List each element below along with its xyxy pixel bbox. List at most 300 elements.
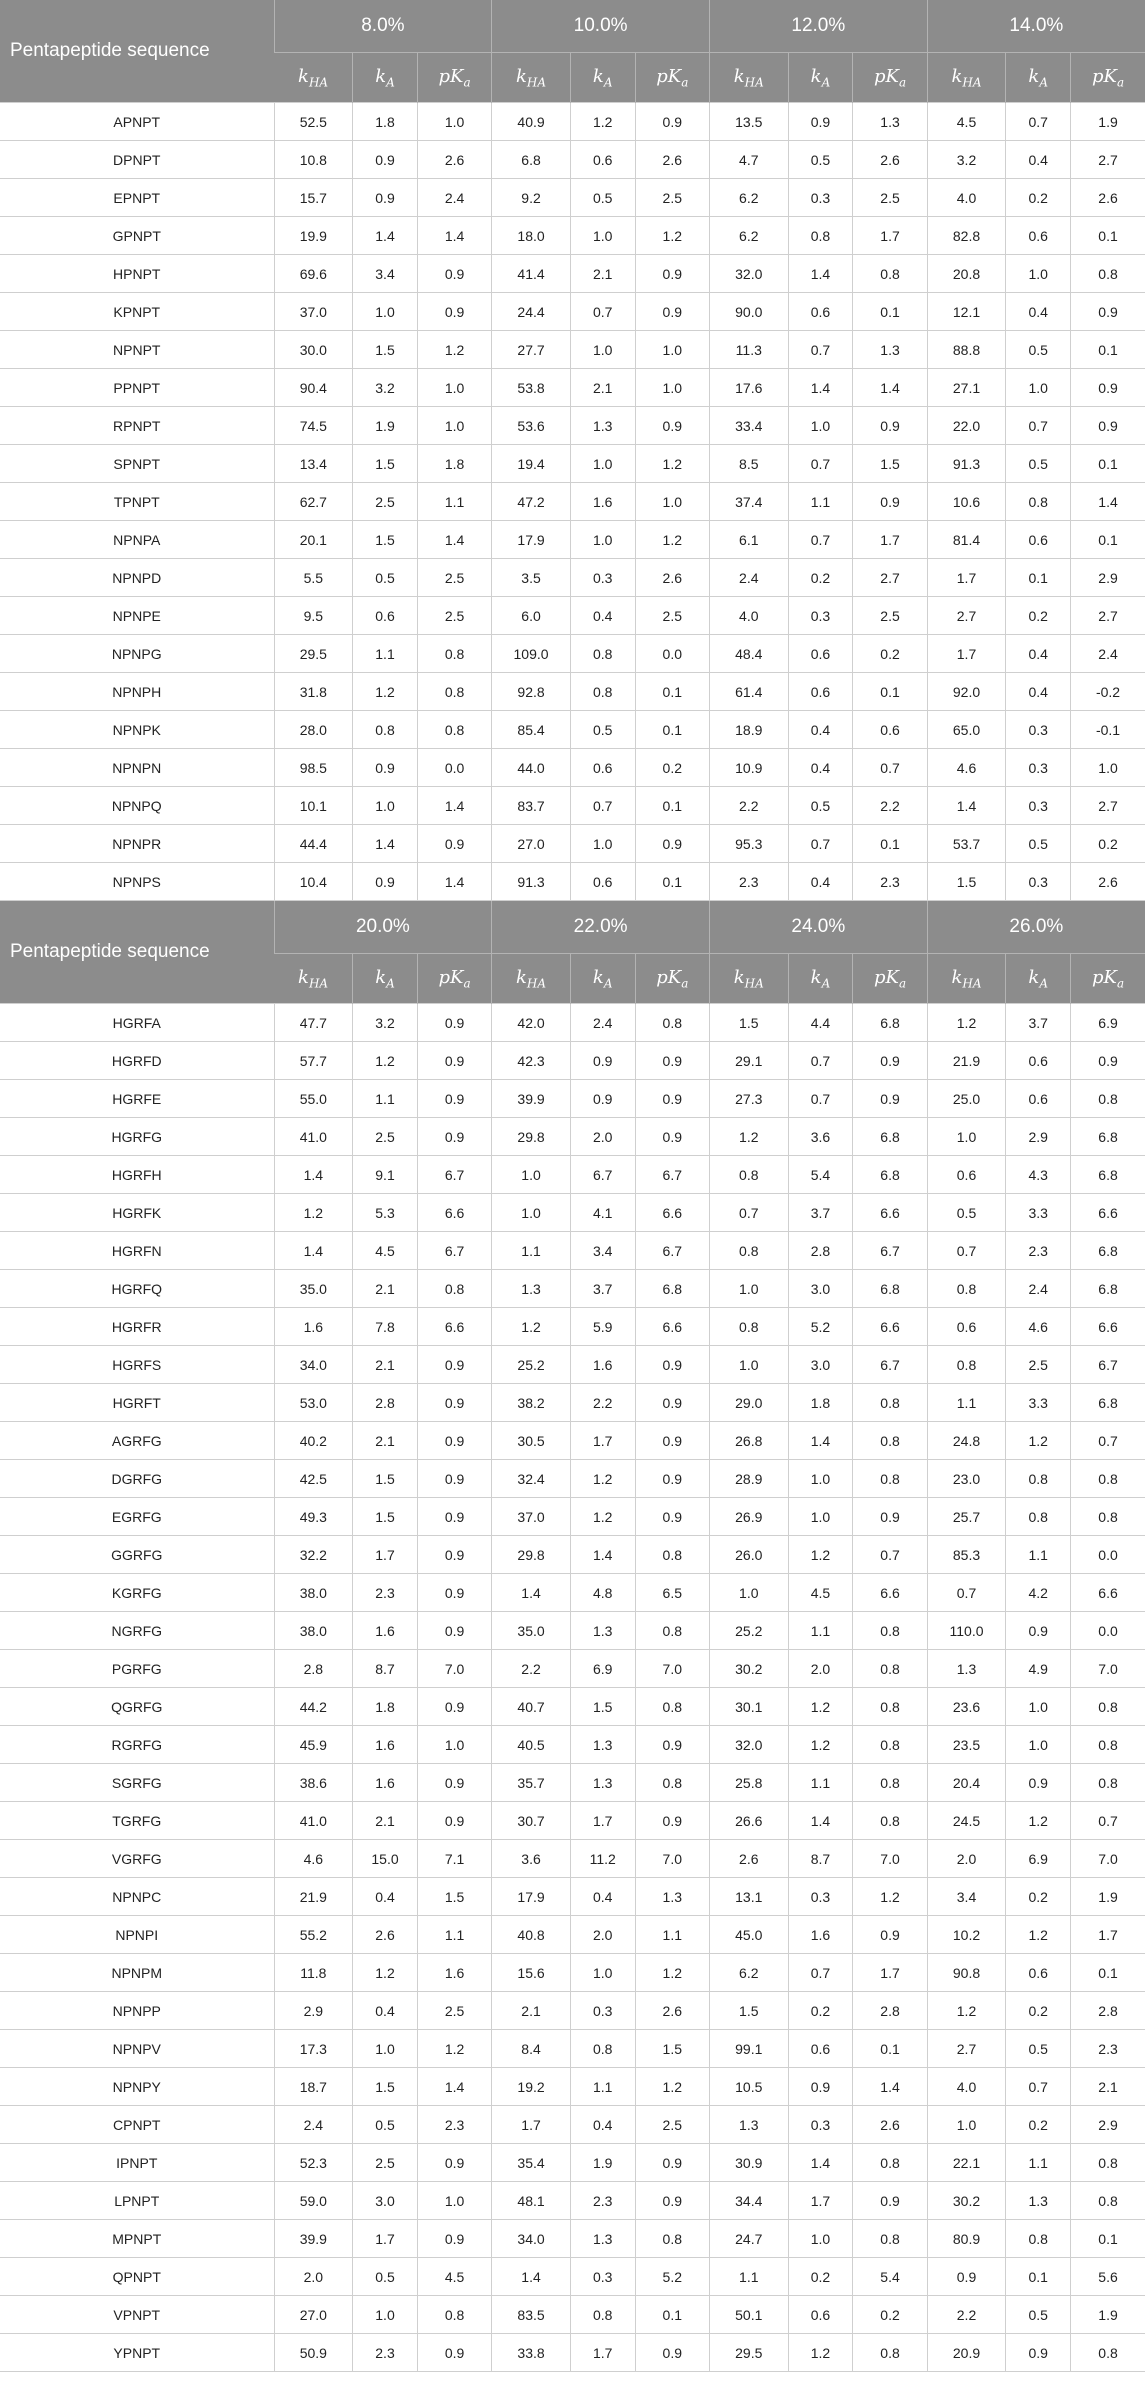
value-cell: 0.9	[417, 1384, 491, 1422]
value-cell: 1.4	[274, 1232, 353, 1270]
value-cell: 2.1	[353, 1270, 418, 1308]
parameter-header	[492, 53, 571, 103]
value-cell: 35.7	[492, 1764, 571, 1802]
value-cell: 0.3	[1006, 787, 1071, 825]
value-cell: 1.5	[709, 1004, 788, 1042]
sequence-cell: HGRFH	[0, 1156, 274, 1194]
value-cell: 1.2	[788, 1536, 853, 1574]
value-cell: 29.5	[709, 2334, 788, 2372]
value-cell: 2.5	[635, 179, 709, 217]
value-cell: 10.6	[927, 483, 1006, 521]
value-cell: 10.4	[274, 863, 353, 901]
value-cell: 2.1	[353, 1346, 418, 1384]
concentration-header: 26.0%	[927, 901, 1145, 954]
parameter-symbol: k	[733, 65, 745, 87]
value-cell: 88.8	[927, 331, 1006, 369]
value-cell: 13.1	[709, 1878, 788, 1916]
value-cell: 0.9	[1071, 369, 1145, 407]
value-cell: 0.8	[1006, 1498, 1071, 1536]
parameter-subscript: a	[463, 976, 471, 991]
value-cell: 1.2	[353, 1042, 418, 1080]
value-cell: 0.8	[853, 1422, 927, 1460]
value-cell: 4.4	[788, 1004, 853, 1042]
value-cell: 1.3	[853, 331, 927, 369]
value-cell: 10.2	[927, 1916, 1006, 1954]
value-cell: 1.2	[635, 521, 709, 559]
value-cell: 1.2	[635, 217, 709, 255]
table-row	[0, 1764, 1145, 1802]
value-cell: 2.5	[635, 597, 709, 635]
value-cell: 95.3	[709, 825, 788, 863]
value-cell: 81.4	[927, 521, 1006, 559]
value-cell: 0.9	[853, 1498, 927, 1536]
value-cell: 1.7	[353, 2220, 418, 2258]
table-row	[0, 2144, 1145, 2182]
sequence-cell: NPNPR	[0, 825, 274, 863]
value-cell: 0.8	[853, 1384, 927, 1422]
sequence-cell: NPNPS	[0, 863, 274, 901]
value-cell: 2.7	[1071, 597, 1145, 635]
parameter-header	[570, 53, 635, 103]
value-cell: 4.0	[927, 2068, 1006, 2106]
value-cell: 4.0	[927, 179, 1006, 217]
value-cell: 2.6	[353, 1916, 418, 1954]
sequence-cell: HGRFD	[0, 1042, 274, 1080]
value-cell: 1.3	[635, 1878, 709, 1916]
value-cell: 0.8	[853, 1650, 927, 1688]
parameter-symbol: k	[516, 966, 527, 988]
value-cell: 2.8	[274, 1650, 353, 1688]
value-cell: 0.7	[788, 1954, 853, 1992]
value-cell: 6.9	[1071, 1004, 1145, 1042]
value-cell: 6.6	[1071, 1574, 1145, 1612]
value-cell: 0.7	[788, 331, 853, 369]
table-row	[0, 1498, 1145, 1536]
value-cell: 6.8	[1071, 1118, 1145, 1156]
parameter-symbol: k	[733, 966, 745, 988]
value-cell: 6.8	[853, 1270, 927, 1308]
value-cell: 0.1	[635, 863, 709, 901]
value-cell: 18.7	[274, 2068, 353, 2106]
value-cell: 0.8	[853, 1688, 927, 1726]
value-cell: 22.1	[927, 2144, 1006, 2182]
value-cell: 1.9	[353, 407, 418, 445]
value-cell: 1.4	[274, 1156, 353, 1194]
sequence-cell: NPNPH	[0, 673, 274, 711]
value-cell: 13.5	[709, 103, 788, 141]
value-cell: 1.0	[1006, 1726, 1071, 1764]
value-cell: 0.9	[635, 103, 709, 141]
value-cell: 0.5	[353, 559, 418, 597]
value-cell: 2.7	[853, 559, 927, 597]
value-cell: 0.6	[1006, 1954, 1071, 1992]
value-cell: 0.1	[1006, 559, 1071, 597]
value-cell: 0.9	[1006, 1764, 1071, 1802]
table-row	[0, 445, 1145, 483]
value-cell: 0.9	[635, 2182, 709, 2220]
value-cell: 1.5	[353, 521, 418, 559]
value-cell: 1.0	[417, 1726, 491, 1764]
value-cell: 98.5	[274, 749, 353, 787]
value-cell: 0.6	[788, 673, 853, 711]
value-cell: 23.0	[927, 1460, 1006, 1498]
value-cell: 0.1	[1071, 2220, 1145, 2258]
value-cell: 20.8	[927, 255, 1006, 293]
parameter-header	[417, 954, 491, 1004]
value-cell: 2.6	[709, 1840, 788, 1878]
value-cell: 1.4	[417, 521, 491, 559]
value-cell: 5.4	[853, 2258, 927, 2296]
value-cell: 2.2	[492, 1650, 571, 1688]
value-cell: 47.2	[492, 483, 571, 521]
value-cell: 0.6	[1006, 1080, 1071, 1118]
value-cell: 0.1	[635, 787, 709, 825]
value-cell: 1.6	[417, 1954, 491, 1992]
value-cell: 0.7	[1006, 103, 1071, 141]
value-cell: 30.2	[927, 2182, 1006, 2220]
value-cell: 0.0	[635, 635, 709, 673]
value-cell: 1.2	[1006, 1422, 1071, 1460]
value-cell: 0.3	[1006, 749, 1071, 787]
sequence-cell: QPNPT	[0, 2258, 274, 2296]
value-cell: 2.6	[635, 559, 709, 597]
value-cell: 1.2	[492, 1308, 571, 1346]
sequence-cell: NPNPT	[0, 331, 274, 369]
value-cell: 0.0	[417, 749, 491, 787]
value-cell: 0.9	[417, 1574, 491, 1612]
value-cell: 53.7	[927, 825, 1006, 863]
value-cell: 41.4	[492, 255, 571, 293]
value-cell: 8.7	[353, 1650, 418, 1688]
value-cell: 10.9	[709, 749, 788, 787]
value-cell: 42.0	[492, 1004, 571, 1042]
value-cell: 25.2	[709, 1612, 788, 1650]
value-cell: 0.2	[788, 2258, 853, 2296]
parameter-subscript: A	[603, 976, 613, 991]
value-cell: 1.9	[570, 2144, 635, 2182]
value-cell: 0.7	[853, 1536, 927, 1574]
value-cell: 0.8	[1071, 1688, 1145, 1726]
value-cell: 48.4	[709, 635, 788, 673]
value-cell: 2.8	[788, 1232, 853, 1270]
value-cell: 0.3	[788, 179, 853, 217]
value-cell: 6.6	[1071, 1194, 1145, 1232]
parameter-subscript: A	[386, 75, 395, 90]
value-cell: 10.1	[274, 787, 353, 825]
value-cell: 0.4	[570, 597, 635, 635]
table-row	[0, 597, 1145, 635]
parameter-symbol: pK	[656, 65, 682, 87]
parameter-symbol: k	[951, 65, 963, 87]
value-cell: 29.1	[709, 1042, 788, 1080]
value-cell: 49.3	[274, 1498, 353, 1536]
value-cell: 1.0	[417, 369, 491, 407]
sequence-cell: HGRFN	[0, 1232, 274, 1270]
value-cell: 1.2	[274, 1194, 353, 1232]
table-row	[0, 1840, 1145, 1878]
table-row	[0, 2258, 1145, 2296]
value-cell: 0.3	[570, 1992, 635, 2030]
value-cell: 0.8	[1071, 1460, 1145, 1498]
sequence-cell: EGRFG	[0, 1498, 274, 1536]
value-cell: 17.3	[274, 2030, 353, 2068]
sequence-cell: NPNPN	[0, 749, 274, 787]
value-cell: 0.1	[1071, 445, 1145, 483]
value-cell: 34.4	[709, 2182, 788, 2220]
value-cell: 2.1	[353, 1802, 418, 1840]
value-cell: -0.1	[1071, 711, 1145, 749]
table-row	[0, 1878, 1145, 1916]
value-cell: 45.9	[274, 1726, 353, 1764]
table-row	[0, 1042, 1145, 1080]
value-cell: 12.1	[927, 293, 1006, 331]
value-cell: 44.4	[274, 825, 353, 863]
table-row	[0, 825, 1145, 863]
value-cell: 0.5	[788, 141, 853, 179]
value-cell: 0.8	[353, 711, 418, 749]
value-cell: 6.6	[635, 1194, 709, 1232]
value-cell: 0.5	[1006, 2030, 1071, 2068]
value-cell: 0.8	[853, 255, 927, 293]
value-cell: 0.9	[417, 255, 491, 293]
value-cell: 110.0	[927, 1612, 1006, 1650]
value-cell: 0.2	[1071, 825, 1145, 863]
sequence-cell: DPNPT	[0, 141, 274, 179]
sequence-cell: APNPT	[0, 103, 274, 141]
sequence-cell: SGRFG	[0, 1764, 274, 1802]
value-cell: 2.7	[927, 597, 1006, 635]
value-cell: 2.1	[492, 1992, 571, 2030]
value-cell: 0.4	[1006, 635, 1071, 673]
value-cell: 1.1	[570, 2068, 635, 2106]
value-cell: 0.2	[853, 2296, 927, 2334]
parameter-subscript: A	[603, 75, 613, 90]
value-cell: 1.6	[788, 1916, 853, 1954]
parameter-symbol: k	[375, 65, 387, 87]
value-cell: 2.5	[853, 179, 927, 217]
value-cell: 1.1	[788, 1612, 853, 1650]
parameter-symbol: k	[1028, 966, 1040, 988]
value-cell: 85.3	[927, 1536, 1006, 1574]
value-cell: 40.7	[492, 1688, 571, 1726]
value-cell: 1.2	[788, 1688, 853, 1726]
value-cell: 0.9	[417, 825, 491, 863]
value-cell: 0.7	[1071, 1422, 1145, 1460]
value-cell: 52.5	[274, 103, 353, 141]
value-cell: 6.8	[1071, 1384, 1145, 1422]
value-cell: 1.0	[570, 521, 635, 559]
value-cell: 2.8	[353, 1384, 418, 1422]
value-cell: 1.1	[788, 1764, 853, 1802]
parameter-subscript: A	[386, 976, 395, 991]
value-cell: 4.3	[1006, 1156, 1071, 1194]
value-cell: 92.0	[927, 673, 1006, 711]
value-cell: 0.9	[353, 141, 418, 179]
concentration-header: 8.0%	[274, 0, 492, 53]
value-cell: 2.6	[635, 1992, 709, 2030]
value-cell: 1.9	[1071, 103, 1145, 141]
sequence-cell: NGRFG	[0, 1612, 274, 1650]
value-cell: 6.8	[853, 1004, 927, 1042]
value-cell: 1.5	[853, 445, 927, 483]
value-cell: 2.3	[709, 863, 788, 901]
value-cell: 2.5	[417, 597, 491, 635]
value-cell: 6.8	[853, 1118, 927, 1156]
value-cell: 109.0	[492, 635, 571, 673]
value-cell: 0.3	[570, 559, 635, 597]
value-cell: 7.0	[635, 1840, 709, 1878]
value-cell: 1.1	[635, 1916, 709, 1954]
value-cell: 3.6	[788, 1118, 853, 1156]
value-cell: 0.4	[353, 1992, 418, 2030]
value-cell: 1.5	[353, 331, 418, 369]
value-cell: 0.5	[788, 787, 853, 825]
table-row	[0, 1726, 1145, 1764]
value-cell: 19.2	[492, 2068, 571, 2106]
parameter-header	[274, 954, 353, 1004]
value-cell: 0.4	[570, 2106, 635, 2144]
value-cell: 6.9	[1006, 1840, 1071, 1878]
table-row	[0, 331, 1145, 369]
value-cell: 41.0	[274, 1802, 353, 1840]
value-cell: 0.9	[417, 1042, 491, 1080]
value-cell: 2.8	[853, 1992, 927, 2030]
value-cell: 0.8	[853, 1802, 927, 1840]
parameter-subscript: a	[1116, 976, 1125, 991]
value-cell: 24.4	[492, 293, 571, 331]
value-cell: 1.3	[570, 2220, 635, 2258]
value-cell: 0.9	[570, 1042, 635, 1080]
value-cell: 0.9	[1071, 407, 1145, 445]
value-cell: 0.7	[709, 1194, 788, 1232]
table-row	[0, 863, 1145, 901]
sequence-cell: NPNPY	[0, 2068, 274, 2106]
value-cell: 0.9	[788, 2068, 853, 2106]
value-cell: 1.9	[1071, 1878, 1145, 1916]
value-cell: 1.4	[853, 2068, 927, 2106]
value-cell: 11.3	[709, 331, 788, 369]
value-cell: 7.0	[635, 1650, 709, 1688]
value-cell: 6.7	[635, 1156, 709, 1194]
value-cell: 1.0	[570, 1954, 635, 1992]
value-cell: 0.6	[353, 597, 418, 635]
value-cell: 0.3	[788, 1878, 853, 1916]
value-cell: 18.0	[492, 217, 571, 255]
value-cell: 0.9	[635, 407, 709, 445]
value-cell: 0.3	[570, 2258, 635, 2296]
value-cell: 1.1	[709, 2258, 788, 2296]
value-cell: 37.4	[709, 483, 788, 521]
value-cell: 0.2	[1006, 1992, 1071, 2030]
value-cell: 1.3	[570, 1612, 635, 1650]
value-cell: 1.0	[417, 407, 491, 445]
table-row	[0, 521, 1145, 559]
value-cell: 0.1	[853, 825, 927, 863]
value-cell: 4.0	[709, 597, 788, 635]
value-cell: 1.7	[853, 217, 927, 255]
value-cell: 99.1	[709, 2030, 788, 2068]
value-cell: 37.0	[274, 293, 353, 331]
value-cell: 7.0	[853, 1840, 927, 1878]
value-cell: 1.0	[788, 1498, 853, 1536]
value-cell: 5.4	[788, 1156, 853, 1194]
sequence-cell: NPNPE	[0, 597, 274, 635]
value-cell: 21.9	[274, 1878, 353, 1916]
value-cell: 6.8	[853, 1156, 927, 1194]
sequence-cell: VGRFG	[0, 1840, 274, 1878]
value-cell: 0.9	[417, 1764, 491, 1802]
value-cell: 0.9	[353, 863, 418, 901]
value-cell: 90.4	[274, 369, 353, 407]
value-cell: 25.0	[927, 1080, 1006, 1118]
value-cell: 0.8	[1006, 1460, 1071, 1498]
value-cell: 20.1	[274, 521, 353, 559]
value-cell: 3.2	[353, 1004, 418, 1042]
value-cell: 74.5	[274, 407, 353, 445]
parameter-header	[570, 954, 635, 1004]
value-cell: 1.2	[570, 1498, 635, 1536]
value-cell: 90.8	[927, 1954, 1006, 1992]
table-row	[0, 1460, 1145, 1498]
value-cell: 6.6	[417, 1308, 491, 1346]
value-cell: 40.9	[492, 103, 571, 141]
value-cell: 15.0	[353, 1840, 418, 1878]
value-cell: 0.9	[1071, 293, 1145, 331]
value-cell: 1.3	[570, 1726, 635, 1764]
value-cell: 5.9	[570, 1308, 635, 1346]
value-cell: 15.6	[492, 1954, 571, 1992]
value-cell: 1.5	[635, 2030, 709, 2068]
value-cell: 0.4	[570, 1878, 635, 1916]
value-cell: 0.2	[788, 559, 853, 597]
sequence-cell: HGRFE	[0, 1080, 274, 1118]
parameter-header	[927, 954, 1006, 1004]
value-cell: 6.2	[709, 179, 788, 217]
parameter-symbol: pK	[1091, 966, 1117, 988]
value-cell: 3.7	[1006, 1004, 1071, 1042]
value-cell: 1.0	[1006, 1688, 1071, 1726]
value-cell: 0.8	[1071, 1764, 1145, 1802]
value-cell: 1.5	[353, 1498, 418, 1536]
value-cell: 0.9	[417, 293, 491, 331]
value-cell: 6.2	[709, 217, 788, 255]
value-cell: 55.2	[274, 1916, 353, 1954]
concentration-header: 22.0%	[492, 901, 710, 954]
value-cell: 0.2	[635, 749, 709, 787]
parameter-symbol: k	[1028, 65, 1040, 87]
value-cell: 6.7	[1071, 1346, 1145, 1384]
value-cell: 4.6	[1006, 1308, 1071, 1346]
value-cell: 1.0	[417, 103, 491, 141]
value-cell: 1.7	[570, 1422, 635, 1460]
value-cell: 1.2	[788, 2334, 853, 2372]
value-cell: 4.8	[570, 1574, 635, 1612]
value-cell: 0.9	[417, 2144, 491, 2182]
concentration-header: 12.0%	[709, 0, 927, 53]
value-cell: 25.2	[492, 1346, 571, 1384]
value-cell: 0.6	[1006, 1042, 1071, 1080]
value-cell: 1.0	[492, 1156, 571, 1194]
value-cell: 0.9	[853, 407, 927, 445]
sequence-cell: NPNPC	[0, 1878, 274, 1916]
value-cell: 1.6	[570, 483, 635, 521]
value-cell: 1.4	[492, 2258, 571, 2296]
value-cell: 6.1	[709, 521, 788, 559]
value-cell: 80.9	[927, 2220, 1006, 2258]
value-cell: 2.1	[1071, 2068, 1145, 2106]
value-cell: 2.5	[353, 1118, 418, 1156]
value-cell: 1.4	[417, 787, 491, 825]
